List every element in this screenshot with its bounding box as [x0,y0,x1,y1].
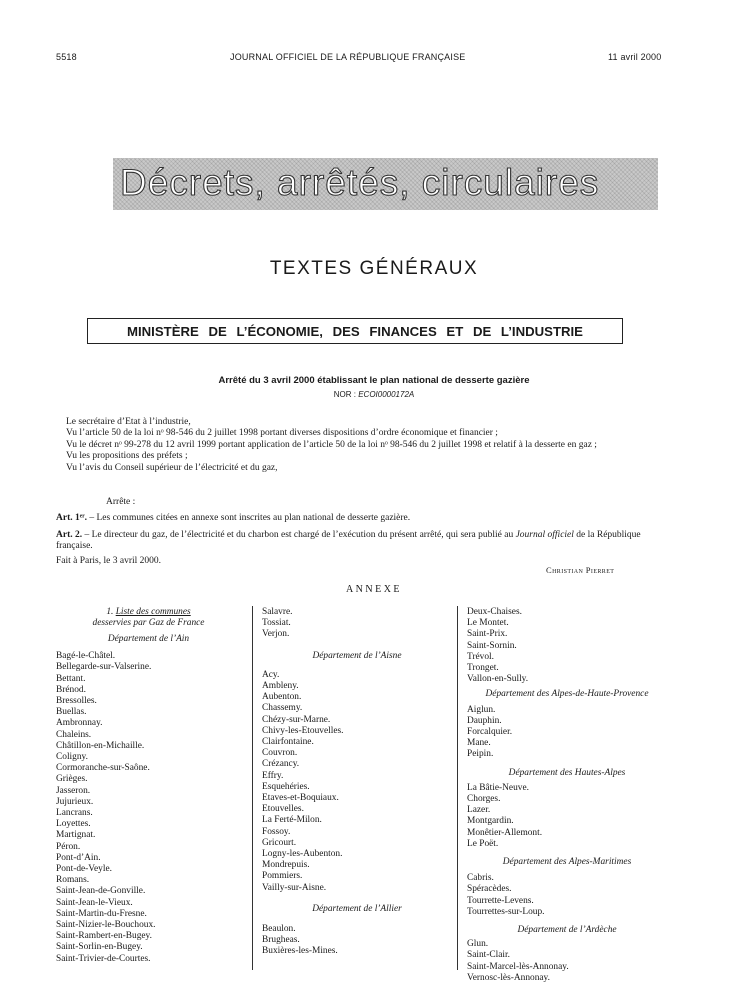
commune-item: Chorges. [467,794,501,805]
visa-line: Vu le décret nᵒ 99-278 du 12 avril 1999 portant application de l’article 50 de la loi nᵒ 98-546 du 2 juillet 1998 et relatif à la desserte en gaz ; [66,439,597,450]
list-heading [56,607,241,618]
commune-item: Saint-Martin-du-Fresne. [56,908,147,919]
commune-item: Deux-Chaises. [467,607,522,617]
section-title: TEXTES GÉNÉRAUX [269,258,479,279]
commune-item: Couvron. [262,748,298,759]
commune-item: Loyettes. [56,819,91,830]
commune-item: Cormoranche-sur-Saône. [56,763,150,774]
commune-list [467,939,667,984]
commune-item: Saint-Rambert-en-Bugey. [56,931,152,942]
commune-item: Tossiat. [262,618,291,629]
page-number: 5518 [56,52,77,62]
commune-item: Cabris. [467,873,494,884]
commune-list [262,670,452,894]
article-2-label: Art. 2. [56,530,83,540]
commune-item: Brénod. [56,684,86,695]
commune-item: Chézy-sur-Marne. [262,714,331,725]
list-heading-line-2: desservies par Gaz de France [92,617,205,628]
commune-item: Coligny. [56,752,88,763]
commune-item: Logny-les-Aubenton. [262,849,343,860]
commune-item: Péron. [56,841,81,852]
commune-item: Fossoy. [262,826,291,837]
department-heading: Département des Alpes-de-Haute-Provence [485,689,649,700]
commune-item: Bettant. [56,673,86,684]
commune-list [467,873,667,918]
commune-item: Mane. [467,738,491,749]
ministry-box [87,318,623,344]
commune-item: Romans. [56,875,90,886]
commune-item: Saint-Sorlin-en-Bugey. [56,942,143,953]
commune-item: Pommiers. [262,871,303,882]
commune-item: Etouvelles. [262,804,304,815]
arrete-word: Arrête : [106,497,136,507]
annexe-title: ANNEXE [345,584,403,595]
place-date: Fait à Paris, le 3 avril 2000. [56,556,162,566]
commune-item: Vernosc-lès-Annonay. [467,972,550,983]
commune-item: Bagé-le-Châtel. [56,651,116,662]
list-heading-line-1: Liste des communes [115,607,191,617]
journal-name: JOURNAL OFFICIEL DE LA RÉPUBLIQUE FRANÇAISE [230,52,466,62]
commune-item: Spéracèdes. [467,884,512,895]
commune-item: Vailly-sur-Aisne. [262,882,327,893]
commune-item: Saint-Jean-de-Gonville. [56,886,146,897]
commune-item: La Bâtie-Neuve. [467,782,529,793]
article-2-text: – Le directeur du gaz, de l’électricité et du charbon est chargé de l’exécution du présent arrêté, qui sera publié au [82,530,516,540]
article-1-text: – Les communes citées en annexe sont inscrites au plan national de desserte gazière. [87,513,411,523]
commune-item: Ambronnay. [56,718,103,729]
department-heading: Département des Alpes-Maritimes [502,857,632,868]
department-heading: Département de l’Allier [312,903,402,914]
commune-item: Saint-Jean-le-Vieux. [56,897,133,908]
article-1 [56,513,656,523]
commune-item: Etaves-et-Boquiaux. [262,793,339,804]
commune-item: Glun. [467,939,489,950]
column-divider [252,606,253,970]
department-heading: Département de l’Ardèche [517,925,617,936]
commune-item: Saint-Sornin. [467,640,517,651]
commune-item: Châtillon-en-Michaille. [56,740,145,751]
commune-item: Crézancy. [262,759,300,770]
commune-item: Forcalquier. [467,727,513,738]
commune-item: Ambleny. [262,681,299,692]
commune-item: Buellas. [56,707,87,718]
commune-list [467,705,667,761]
commune-item: Effry. [262,770,284,781]
commune-item: Saint-Trivier-de-Courtes. [56,953,151,964]
commune-item: Verjon. [262,629,290,640]
commune-item: Trévol. [467,651,495,662]
commune-item: Peipin. [467,749,494,760]
commune-item: Aubenton. [262,692,302,703]
commune-item: Martignat. [56,830,96,841]
commune-item: Brugheas. [262,935,300,946]
commune-list [56,651,241,965]
commune-item: Vallon-en-Sully. [467,674,529,685]
commune-item: Tourrettes-sur-Loup. [467,906,545,917]
nor-value: ECOI0000172A [358,390,415,399]
commune-item: Pont-de-Veyle. [56,864,112,875]
department-heading: Département de l’Ain [107,634,190,644]
department-heading: Département des Hautes-Alpes [508,767,626,778]
annexe-column-1 [56,607,241,965]
commune-item: Acy. [262,669,280,680]
commune-item: Pont-d’Ain. [56,852,101,863]
list-heading-number: 1. [106,607,114,617]
commune-item: Gricourt. [262,837,297,848]
commune-item: Clairfontaine. [262,737,314,748]
commune-list [467,607,667,685]
issue-date: 11 avril 2000 [608,52,662,62]
ministry-name: MINISTÈRE DE L’ÉCONOMIE, DES FINANCES ET DE L’INDUSTRIE [127,323,583,339]
signature: Christian Pierret [546,565,615,575]
commune-item: Bellegarde-sur-Valserine. [56,662,152,673]
annexe-column-2 [262,607,452,958]
commune-item: La Ferté-Milon. [262,815,322,826]
visa-line: Vu l’article 50 de la loi nᵒ 98-546 du 2 juillet 1998 portant diverses dispositions d’ordre économique et financier ; [66,428,498,439]
commune-list [262,607,452,641]
commune-item: Grièges. [56,774,88,785]
commune-item: Saint-Nizier-le-Bouchoux. [56,920,156,931]
journal-officiel-mention: Journal officiel [515,530,574,540]
visa-line: Vu l’avis du Conseil supérieur de l’électricité et du gaz, [66,462,278,473]
commune-list [467,783,667,850]
commune-item: Mondrepuis. [262,860,310,871]
visa-line: Le secrétaire d’Etat à l’industrie, [66,417,191,427]
visas-block [56,417,656,474]
arrete-title: Arrêté du 3 avril 2000 établissant le plan national de desserte gazière [218,375,530,386]
commune-item: Le Montet. [467,618,509,629]
commune-item: Montgardin. [467,816,514,827]
commune-item: Chassemy. [262,703,303,714]
commune-item: Jujurieux. [56,796,94,807]
commune-item: Tourrette-Levens. [467,895,534,906]
commune-item: Monêtier-Allemont. [467,827,543,838]
commune-item: Buxières-les-Mines. [262,946,338,957]
commune-list [262,924,452,958]
commune-item: Jasseron. [56,785,91,796]
article-2 [56,530,656,553]
commune-item: Le Poët. [467,838,499,849]
commune-item: Chaleins. [56,729,92,740]
commune-item: Tronget. [467,663,499,674]
visa-line: Vu les propositions des préfets ; [66,451,188,462]
commune-item: Saint-Prix. [467,629,508,640]
commune-item: Saint-Clair. [467,950,510,961]
department-heading: Département de l’Aisne [312,650,402,661]
article-2-text-end: de la République française. [56,530,641,552]
section-banner [113,158,658,210]
nor-reference [0,390,748,399]
commune-item: Beaulon. [262,924,296,935]
commune-item: Bressolles. [56,696,97,707]
commune-item: Esquehéries. [262,781,310,792]
commune-item: Salavre. [262,607,293,617]
banner-title: Décrets, arrêtés, circulaires [120,162,600,203]
nor-label: NOR : [333,390,356,399]
article-1-label: Art. 1ᵉʳ. [56,513,87,523]
commune-item: Dauphin. [467,715,502,726]
commune-item: Aiglun. [467,704,496,715]
annexe-column-3 [467,607,667,984]
commune-item: Saint-Marcel-lès-Annonay. [467,961,569,972]
commune-item: Lazer. [467,805,491,816]
column-divider [457,606,458,970]
commune-item: Lancrans. [56,808,93,819]
commune-item: Chivy-les-Etouvelles. [262,725,344,736]
